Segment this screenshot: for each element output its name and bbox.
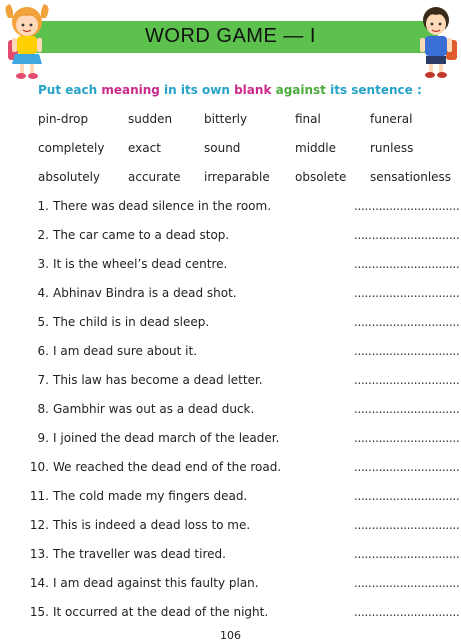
page-title: WORD GAME — I xyxy=(145,25,316,47)
girl-with-backpack-icon xyxy=(2,0,52,82)
question-number: 10. xyxy=(29,460,49,474)
page-number: 106 xyxy=(220,629,241,642)
question-text: It occurred at the dead of the night. xyxy=(53,605,269,619)
question-text: The traveller was dead tired. xyxy=(53,547,226,561)
question-number: 5. xyxy=(37,315,49,329)
question-number: 2. xyxy=(37,228,49,242)
instruction xyxy=(38,83,422,97)
word-bank-item: accurate xyxy=(128,170,181,184)
question-number: 6. xyxy=(37,344,49,358)
word-bank-item: funeral xyxy=(370,112,413,126)
answer-blank[interactable]: .............................. xyxy=(354,518,460,532)
instruction-highlight-blank: blank xyxy=(234,83,272,97)
answer-blank[interactable]: .............................. xyxy=(354,199,460,213)
answer-blank[interactable]: .............................. xyxy=(354,373,460,387)
question-text: The child is in dead sleep. xyxy=(53,315,210,329)
word-bank-item: pin-drop xyxy=(38,112,89,126)
question-row xyxy=(0,199,461,219)
answer-blank[interactable]: .............................. xyxy=(354,460,460,474)
instruction-highlight-against: against xyxy=(271,83,326,97)
question-number: 11. xyxy=(29,489,49,503)
word-bank-item: irreparable xyxy=(204,170,270,184)
question-row xyxy=(0,373,461,393)
question-row xyxy=(0,431,461,451)
question-row xyxy=(0,460,461,480)
answer-blank[interactable]: .............................. xyxy=(354,315,460,329)
question-row xyxy=(0,489,461,509)
question-number: 3. xyxy=(37,257,49,271)
question-row xyxy=(0,402,461,422)
question-number: 13. xyxy=(29,547,49,561)
question-text: Abhinav Bindra is a dead shot. xyxy=(53,286,237,300)
answer-blank[interactable]: .............................. xyxy=(354,402,460,416)
word-bank-item: bitterly xyxy=(204,112,248,126)
question-number: 12. xyxy=(29,518,49,532)
question-text: I am dead against this faulty plan. xyxy=(53,576,259,590)
word-bank-item: runless xyxy=(370,141,414,155)
question-row xyxy=(0,228,461,248)
question-row xyxy=(0,344,461,364)
word-bank-item: middle xyxy=(295,141,336,155)
instruction-part: its sentence : xyxy=(325,83,422,97)
question-text: I joined the dead march of the leader. xyxy=(53,431,280,445)
question-number: 8. xyxy=(37,402,49,416)
question-text: The cold made my fingers dead. xyxy=(53,489,248,503)
word-bank-item: completely xyxy=(38,141,105,155)
question-text: The car came to a dead stop. xyxy=(53,228,230,242)
word-bank-item: obsolete xyxy=(295,170,347,184)
question-text: I am dead sure about it. xyxy=(53,344,198,358)
question-row xyxy=(0,547,461,567)
instruction-part: Put each xyxy=(38,83,102,97)
word-bank-item: sound xyxy=(204,141,241,155)
question-row xyxy=(0,286,461,306)
question-text: There was dead silence in the room. xyxy=(53,199,272,213)
word-bank-item: sensationless xyxy=(370,170,452,184)
answer-blank[interactable]: .............................. xyxy=(354,431,460,445)
answer-blank[interactable]: .............................. xyxy=(354,547,460,561)
word-bank-item: sudden xyxy=(128,112,173,126)
answer-blank[interactable]: .............................. xyxy=(354,286,460,300)
answer-blank[interactable]: .............................. xyxy=(354,344,460,358)
question-text: This is indeed a dead loss to me. xyxy=(53,518,251,532)
word-bank-item: absolutely xyxy=(38,170,101,184)
word-bank-item: final xyxy=(295,112,321,126)
instruction-part: in its own xyxy=(159,83,235,97)
question-text: This law has become a dead letter. xyxy=(53,373,263,387)
question-text: Gambhir was out as a dead duck. xyxy=(53,402,255,416)
answer-blank[interactable]: .............................. xyxy=(354,228,460,242)
question-text: It is the wheel’s dead centre. xyxy=(53,257,228,271)
question-number: 14. xyxy=(29,576,49,590)
answer-blank[interactable]: .............................. xyxy=(354,576,460,590)
question-row xyxy=(0,257,461,277)
question-number: 4. xyxy=(37,286,49,300)
question-text: We reached the dead end of the road. xyxy=(53,460,282,474)
boy-with-backpack-icon xyxy=(416,2,460,82)
answer-blank[interactable]: .............................. xyxy=(354,605,460,619)
answer-blank[interactable]: .............................. xyxy=(354,489,460,503)
question-row xyxy=(0,605,461,625)
question-number: 1. xyxy=(37,199,49,213)
question-number: 15. xyxy=(29,605,49,619)
instruction-highlight-meaning: meaning xyxy=(101,83,160,97)
question-number: 9. xyxy=(37,431,49,445)
word-bank-item: exact xyxy=(128,141,161,155)
answer-blank[interactable]: .............................. xyxy=(354,257,460,271)
question-number: 7. xyxy=(37,373,49,387)
question-row xyxy=(0,576,461,596)
question-row xyxy=(0,315,461,335)
question-row xyxy=(0,518,461,538)
